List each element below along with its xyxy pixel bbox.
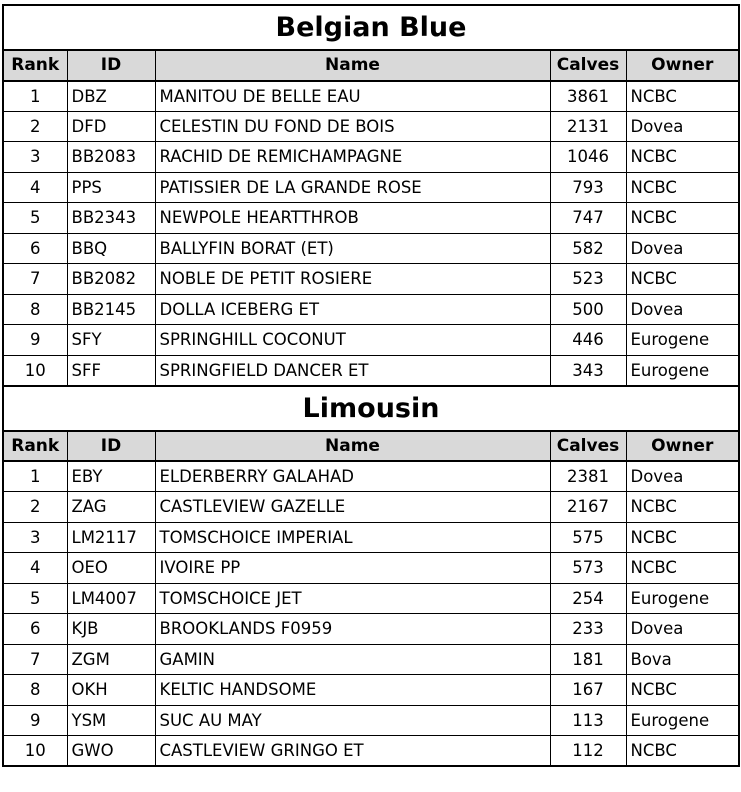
column-header-row (3, 431, 739, 462)
cell-calves: 500 (550, 294, 626, 325)
cell-owner: Eurogene (626, 705, 739, 736)
cell-calves: 2381 (550, 461, 626, 492)
cell-id: EBY (67, 461, 155, 492)
cell-id: OEO (67, 553, 155, 584)
cell-owner: NCBC (626, 203, 739, 234)
cell-owner: NCBC (626, 522, 739, 553)
header-owner: Owner (626, 50, 739, 81)
cell-name: CASTLEVIEW GAZELLE (155, 492, 550, 523)
cell-rank: 8 (3, 675, 67, 706)
cell-calves: 793 (550, 172, 626, 203)
table-row (3, 492, 739, 523)
cell-owner: Eurogene (626, 325, 739, 356)
cell-name: KELTIC HANDSOME (155, 675, 550, 706)
cell-owner: Dovea (626, 614, 739, 645)
cell-owner: Eurogene (626, 583, 739, 614)
cell-calves: 113 (550, 705, 626, 736)
cell-owner: NCBC (626, 675, 739, 706)
cell-calves: 167 (550, 675, 626, 706)
cell-calves: 446 (550, 325, 626, 356)
cell-owner: NCBC (626, 142, 739, 173)
cell-rank: 3 (3, 142, 67, 173)
cell-name: DOLLA ICEBERG ET (155, 294, 550, 325)
cell-id: LM4007 (67, 583, 155, 614)
table-row (3, 614, 739, 645)
cell-rank: 5 (3, 583, 67, 614)
cell-id: ZGM (67, 644, 155, 675)
cell-name: BROOKLANDS F0959 (155, 614, 550, 645)
section-title: Limousin (3, 386, 739, 431)
cell-id: KJB (67, 614, 155, 645)
table-row (3, 294, 739, 325)
cell-rank: 9 (3, 325, 67, 356)
table-row (3, 111, 739, 142)
table-row (3, 264, 739, 295)
cell-name: MANITOU DE BELLE EAU (155, 81, 550, 112)
cell-id: SFY (67, 325, 155, 356)
table-row (3, 233, 739, 264)
table-row (3, 325, 739, 356)
cell-id: BB2343 (67, 203, 155, 234)
cell-owner: NCBC (626, 736, 739, 767)
cell-owner: Dovea (626, 111, 739, 142)
cell-calves: 747 (550, 203, 626, 234)
cell-rank: 4 (3, 172, 67, 203)
cell-calves: 3861 (550, 81, 626, 112)
cell-id: DBZ (67, 81, 155, 112)
table-body (3, 5, 739, 766)
cell-id: BB2145 (67, 294, 155, 325)
cell-owner: Dovea (626, 233, 739, 264)
table-row (3, 355, 739, 386)
cell-owner: Dovea (626, 461, 739, 492)
cell-calves: 112 (550, 736, 626, 767)
cell-name: NEWPOLE HEARTTHROB (155, 203, 550, 234)
cell-owner: NCBC (626, 264, 739, 295)
cell-owner: NCBC (626, 553, 739, 584)
sire-ranking-document (2, 4, 738, 767)
section-title-row (3, 5, 739, 50)
cell-owner: Dovea (626, 294, 739, 325)
cell-id: BB2083 (67, 142, 155, 173)
cell-name: SUC AU MAY (155, 705, 550, 736)
cell-rank: 7 (3, 264, 67, 295)
table-row (3, 203, 739, 234)
header-id: ID (67, 50, 155, 81)
cell-name: SPRINGHILL COCONUT (155, 325, 550, 356)
cell-rank: 1 (3, 81, 67, 112)
cell-calves: 582 (550, 233, 626, 264)
cell-calves: 523 (550, 264, 626, 295)
cell-rank: 7 (3, 644, 67, 675)
cell-id: OKH (67, 675, 155, 706)
cell-rank: 2 (3, 492, 67, 523)
cell-name: BALLYFIN BORAT (ET) (155, 233, 550, 264)
sire-ranking-table (2, 4, 740, 767)
header-id: ID (67, 431, 155, 462)
cell-rank: 8 (3, 294, 67, 325)
cell-name: SPRINGFIELD DANCER ET (155, 355, 550, 386)
cell-owner: NCBC (626, 172, 739, 203)
cell-id: YSM (67, 705, 155, 736)
cell-calves: 181 (550, 644, 626, 675)
cell-id: LM2117 (67, 522, 155, 553)
cell-calves: 1046 (550, 142, 626, 173)
table-row (3, 736, 739, 767)
cell-rank: 6 (3, 614, 67, 645)
cell-id: BBQ (67, 233, 155, 264)
cell-calves: 2167 (550, 492, 626, 523)
table-row (3, 675, 739, 706)
cell-id: ZAG (67, 492, 155, 523)
cell-name: PATISSIER DE LA GRANDE ROSE (155, 172, 550, 203)
cell-rank: 1 (3, 461, 67, 492)
cell-owner: NCBC (626, 492, 739, 523)
cell-rank: 9 (3, 705, 67, 736)
table-row (3, 81, 739, 112)
cell-name: CELESTIN DU FOND DE BOIS (155, 111, 550, 142)
header-rank: Rank (3, 50, 67, 81)
header-calves: Calves (550, 50, 626, 81)
table-row (3, 461, 739, 492)
header-calves: Calves (550, 431, 626, 462)
cell-name: TOMSCHOICE IMPERIAL (155, 522, 550, 553)
cell-calves: 2131 (550, 111, 626, 142)
table-row (3, 172, 739, 203)
cell-name: IVOIRE PP (155, 553, 550, 584)
cell-calves: 575 (550, 522, 626, 553)
section-title: Belgian Blue (3, 5, 739, 50)
column-header-row (3, 50, 739, 81)
cell-rank: 10 (3, 355, 67, 386)
cell-owner: NCBC (626, 81, 739, 112)
cell-rank: 3 (3, 522, 67, 553)
cell-calves: 343 (550, 355, 626, 386)
table-row (3, 553, 739, 584)
cell-calves: 233 (550, 614, 626, 645)
cell-name: NOBLE DE PETIT ROSIERE (155, 264, 550, 295)
cell-id: DFD (67, 111, 155, 142)
cell-rank: 10 (3, 736, 67, 767)
cell-id: BB2082 (67, 264, 155, 295)
table-row (3, 522, 739, 553)
cell-rank: 4 (3, 553, 67, 584)
header-rank: Rank (3, 431, 67, 462)
table-row (3, 644, 739, 675)
header-name: Name (155, 50, 550, 81)
header-name: Name (155, 431, 550, 462)
table-row (3, 583, 739, 614)
cell-id: GWO (67, 736, 155, 767)
cell-name: RACHID DE REMICHAMPAGNE (155, 142, 550, 173)
section-title-row (3, 386, 739, 431)
cell-name: CASTLEVIEW GRINGO ET (155, 736, 550, 767)
cell-rank: 2 (3, 111, 67, 142)
cell-name: TOMSCHOICE JET (155, 583, 550, 614)
cell-name: ELDERBERRY GALAHAD (155, 461, 550, 492)
cell-owner: Bova (626, 644, 739, 675)
cell-calves: 573 (550, 553, 626, 584)
cell-rank: 6 (3, 233, 67, 264)
table-row (3, 142, 739, 173)
cell-name: GAMIN (155, 644, 550, 675)
cell-id: PPS (67, 172, 155, 203)
cell-rank: 5 (3, 203, 67, 234)
cell-owner: Eurogene (626, 355, 739, 386)
cell-id: SFF (67, 355, 155, 386)
cell-calves: 254 (550, 583, 626, 614)
table-row (3, 705, 739, 736)
header-owner: Owner (626, 431, 739, 462)
